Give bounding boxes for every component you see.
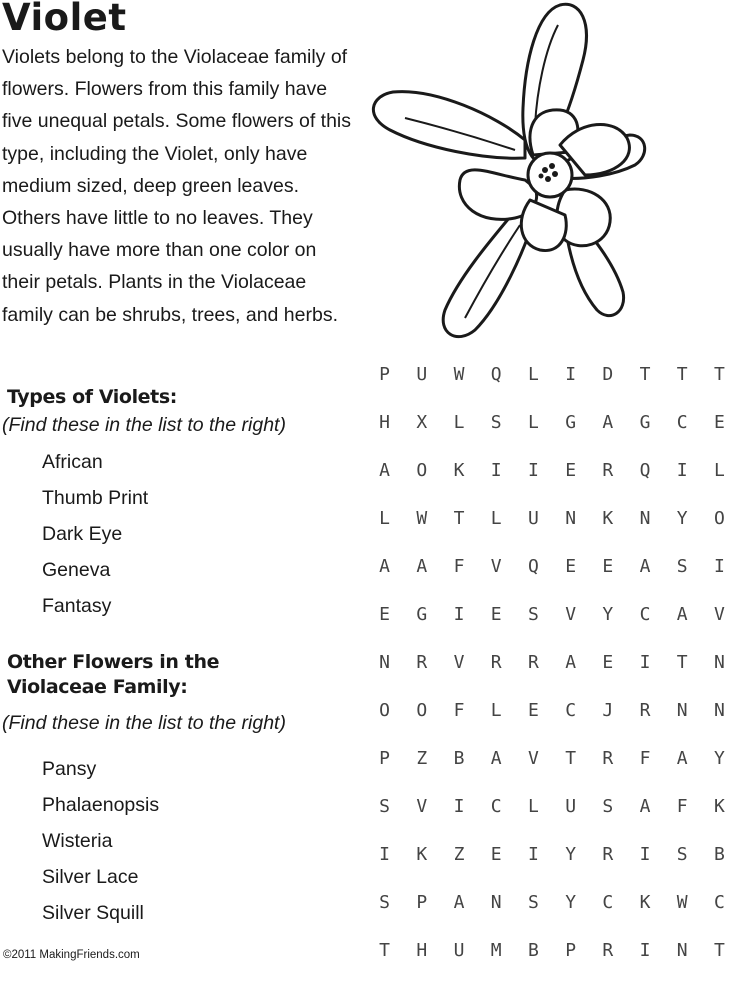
grid-letter: W: [676, 892, 688, 913]
grid-letter: G: [565, 412, 577, 433]
grid-letter: O: [379, 700, 391, 721]
grid-letter: U: [416, 364, 428, 385]
grid-letter: S: [602, 796, 614, 817]
grid-letter: A: [602, 412, 614, 433]
list-item: Geneva: [42, 559, 111, 581]
grid-letter: N: [676, 940, 688, 961]
grid-letter: C: [565, 700, 577, 721]
list-item: Wisteria: [42, 830, 113, 852]
grid-letter: C: [714, 892, 725, 913]
grid-letter: L: [714, 460, 725, 481]
grid-letter: T: [639, 364, 651, 385]
grid-row: [366, 409, 738, 457]
grid-letter: R: [602, 748, 614, 769]
grid-letter: E: [490, 844, 502, 865]
list-item: African: [42, 451, 103, 473]
grid-row: [366, 649, 738, 697]
grid-letter: I: [490, 460, 502, 481]
grid-letter: A: [416, 556, 428, 577]
grid-letter: F: [639, 748, 651, 769]
grid-letter: L: [379, 508, 391, 529]
grid-letter: E: [602, 556, 614, 577]
types-note: (Find these in the list to the right): [2, 414, 286, 436]
grid-letter: T: [565, 748, 577, 769]
grid-letter: F: [676, 796, 688, 817]
grid-letter: V: [527, 748, 539, 769]
grid-letter: F: [453, 700, 465, 721]
grid-letter: R: [602, 460, 614, 481]
grid-letter: P: [416, 892, 428, 913]
grid-letter: U: [565, 796, 577, 817]
grid-letter: K: [602, 508, 614, 529]
grid-letter: T: [453, 508, 465, 529]
grid-letter: N: [714, 700, 725, 721]
grid-letter: Q: [527, 556, 539, 577]
grid-letter: C: [676, 412, 688, 433]
list-item: Dark Eye: [42, 523, 123, 545]
grid-letter: L: [527, 412, 539, 433]
grid-letter: K: [639, 892, 651, 913]
grid-letter: C: [490, 796, 502, 817]
intro-paragraph: Violets belong to the Violaceae family of flowers. Flowers from this family have five unequal petals. Some flowers of this type, including the Violet, only have medium sized, deep green leaves. Others have little to no leaves. They usually have more than one color on their petals. Plants in the Violaceae family can be shrubs, trees, and herbs.: [2, 46, 352, 326]
grid-letter: Q: [639, 460, 651, 481]
grid-letter: E: [602, 652, 614, 673]
grid-letter: A: [565, 652, 577, 673]
other-list: [42, 751, 159, 931]
grid-row: [366, 361, 738, 409]
grid-letter: E: [714, 412, 725, 433]
grid-letter: U: [453, 940, 465, 961]
types-heading: Types of Violets:: [7, 386, 177, 408]
grid-row: [366, 841, 738, 889]
grid-letter: I: [527, 460, 539, 481]
grid-letter: T: [676, 364, 688, 385]
grid-letter: R: [490, 652, 502, 673]
grid-letter: A: [490, 748, 502, 769]
grid-letter: W: [453, 364, 465, 385]
grid-letter: S: [527, 604, 539, 625]
grid-letter: S: [379, 892, 391, 913]
grid-letter: Y: [676, 508, 688, 529]
list-item: Fantasy: [42, 595, 112, 617]
grid-letter: E: [565, 460, 577, 481]
grid-letter: K: [416, 844, 428, 865]
grid-letter: R: [602, 940, 614, 961]
grid-letter: V: [714, 604, 725, 625]
grid-letter: N: [379, 652, 391, 673]
grid-letter: R: [639, 700, 651, 721]
grid-letter: N: [639, 508, 651, 529]
grid-letter: I: [676, 460, 688, 481]
grid-letter: V: [490, 556, 502, 577]
grid-letter: B: [453, 748, 465, 769]
grid-letter: Y: [602, 604, 614, 625]
grid-letter: M: [490, 940, 502, 961]
grid-letter: S: [490, 412, 502, 433]
grid-letter: E: [490, 604, 502, 625]
grid-row: [366, 697, 738, 745]
grid-letter: R: [416, 652, 428, 673]
grid-letter: I: [379, 844, 391, 865]
grid-letter: T: [714, 940, 725, 961]
grid-letter: E: [565, 556, 577, 577]
word-search-grid: [366, 361, 738, 985]
grid-letter: R: [527, 652, 539, 673]
grid-letter: J: [602, 700, 614, 721]
grid-letter: W: [416, 508, 428, 529]
grid-letter: T: [379, 940, 391, 961]
grid-letter: O: [416, 700, 428, 721]
grid-row: [366, 457, 738, 505]
page-title: Violet: [2, 0, 127, 39]
grid-letter: I: [527, 844, 539, 865]
grid-letter: V: [453, 652, 465, 673]
grid-letter: L: [527, 364, 539, 385]
grid-letter: A: [379, 460, 391, 481]
grid-letter: O: [714, 508, 725, 529]
grid-letter: Z: [453, 844, 465, 865]
grid-letter: S: [379, 796, 391, 817]
grid-letter: D: [602, 364, 614, 385]
grid-letter: Y: [714, 748, 725, 769]
grid-letter: L: [453, 412, 465, 433]
list-item: Pansy: [42, 758, 97, 780]
grid-letter: Y: [565, 844, 577, 865]
grid-letter: I: [714, 556, 725, 577]
grid-letter: K: [453, 460, 465, 481]
grid-letter: G: [416, 604, 428, 625]
grid-letter: X: [416, 412, 428, 433]
grid-letter: L: [490, 700, 502, 721]
grid-letter: I: [639, 940, 651, 961]
grid-letter: K: [714, 796, 725, 817]
grid-letter: P: [565, 940, 577, 961]
grid-row: [366, 745, 738, 793]
grid-letter: N: [490, 892, 502, 913]
list-item: Silver Lace: [42, 866, 139, 888]
grid-letter: S: [527, 892, 539, 913]
grid-letter: V: [416, 796, 428, 817]
grid-letter: U: [527, 508, 539, 529]
grid-letter: H: [379, 412, 391, 433]
grid-letter: Z: [416, 748, 428, 769]
grid-letter: S: [676, 556, 688, 577]
grid-letter: F: [453, 556, 465, 577]
grid-row: [366, 601, 738, 649]
other-heading: [7, 650, 219, 700]
grid-letter: A: [676, 748, 688, 769]
grid-letter: A: [453, 892, 465, 913]
list-item: Phalaenopsis: [42, 794, 160, 816]
grid-letter: B: [714, 844, 725, 865]
grid-letter: G: [639, 412, 651, 433]
grid-letter: I: [453, 604, 465, 625]
grid-letter: C: [602, 892, 614, 913]
flower-icon: [365, 0, 650, 345]
grid-letter: N: [676, 700, 688, 721]
grid-letter: I: [639, 844, 651, 865]
grid-letter: V: [565, 604, 577, 625]
grid-letter: I: [565, 364, 577, 385]
grid-letter: N: [565, 508, 577, 529]
grid-letter: A: [639, 796, 651, 817]
copyright: ©2011 MakingFriends.com: [3, 949, 140, 961]
grid-row: [366, 937, 738, 985]
grid-letter: C: [639, 604, 651, 625]
grid-letter: P: [379, 748, 391, 769]
grid-letter: I: [453, 796, 465, 817]
grid-row: [366, 505, 738, 553]
grid-letter: L: [527, 796, 539, 817]
grid-letter: A: [639, 556, 651, 577]
grid-letter: A: [379, 556, 391, 577]
grid-letter: E: [527, 700, 539, 721]
grid-letter: T: [676, 652, 688, 673]
grid-letter: S: [676, 844, 688, 865]
other-heading-line2: Violaceae Family:: [7, 676, 188, 698]
grid-letter: N: [714, 652, 725, 673]
grid-row: [366, 553, 738, 601]
other-heading-line1: Other Flowers in the: [7, 651, 220, 673]
list-item: Thumb Print: [42, 487, 149, 509]
grid-letter: L: [490, 508, 502, 529]
grid-row: [366, 793, 738, 841]
grid-letter: Q: [490, 364, 502, 385]
grid-letter: E: [379, 604, 391, 625]
types-list: [42, 444, 148, 624]
grid-letter: B: [527, 940, 539, 961]
grid-letter: H: [416, 940, 428, 961]
grid-letter: P: [379, 364, 391, 385]
grid-row: [366, 889, 738, 937]
grid-letter: A: [676, 604, 688, 625]
grid-letter: T: [714, 364, 725, 385]
list-item: Silver Squill: [42, 902, 144, 924]
grid-letter: Y: [565, 892, 577, 913]
other-note: (Find these in the list to the right): [2, 712, 286, 734]
grid-letter: I: [639, 652, 651, 673]
grid-letter: O: [416, 460, 428, 481]
grid-letter: R: [602, 844, 614, 865]
